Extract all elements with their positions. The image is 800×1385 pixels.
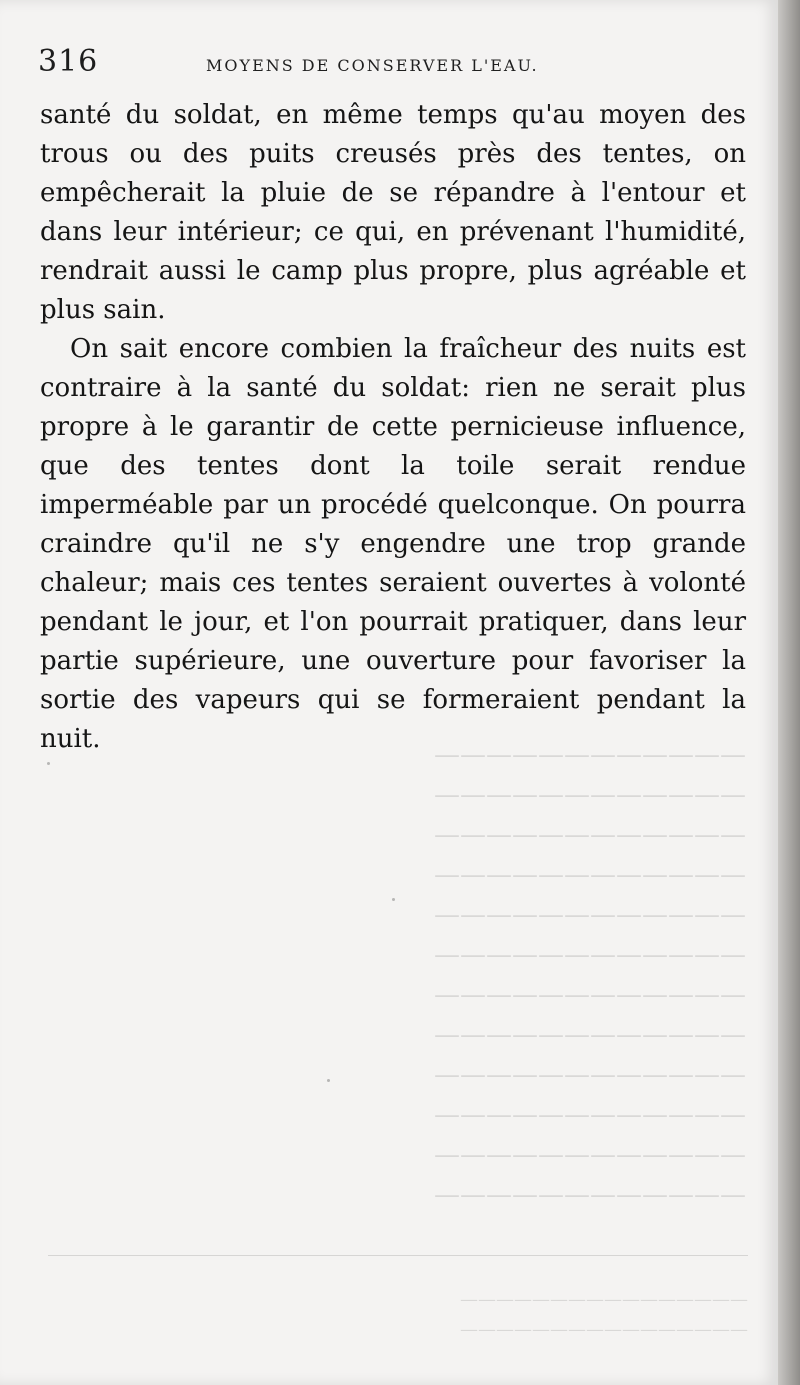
paper-speck	[47, 762, 50, 765]
paper-speck	[392, 898, 395, 901]
page-header	[38, 44, 750, 84]
page-edge-shadow	[778, 0, 800, 1385]
running-title: MOYENS DE CONSERVER L'EAU.	[206, 56, 539, 75]
footnote-rule	[48, 1255, 748, 1256]
page-number: 316	[38, 44, 99, 79]
body-text	[40, 96, 746, 759]
paragraph-continuation: santé du soldat, en même temps qu'au moyen des trous ou des puits creusés près des tentes, on empêcherait la pluie de se répandre à l'entour et dans leur intérieur; ce qui, en prévenant l'humidité, rendrait aussi le camp plus propre, plus agréable et plus sain.	[40, 100, 746, 325]
show-through-footnote: ———————————————— ————————————————	[460, 1289, 748, 1340]
paragraph-tents: On sait encore combien la fraîcheur des nuits est contraire à la santé du soldat: rien ne serait plus propre à le garantir de cette pernicieuse influence, que des tentes dont la toile serait rendue imperméable par un procédé quelconque. On pourra craindre qu'il ne s'y engendre une trop grande chaleur; mais ces tentes seraient ouvertes à volonté pendant le jour, et l'on pourrait pratiquer, dans leur partie supérieure, une ouverture pour favoriser la sortie des vapeurs qui se formeraient pendant la nuit.	[40, 334, 746, 754]
paper-speck	[327, 1079, 330, 1082]
show-through-text: ———————————— ———————————— ———————————— ———————————— ———————————— ———————————— ———————————— ———————————— ———————————— ———————————— ———————————— ————————————	[434, 740, 746, 1210]
